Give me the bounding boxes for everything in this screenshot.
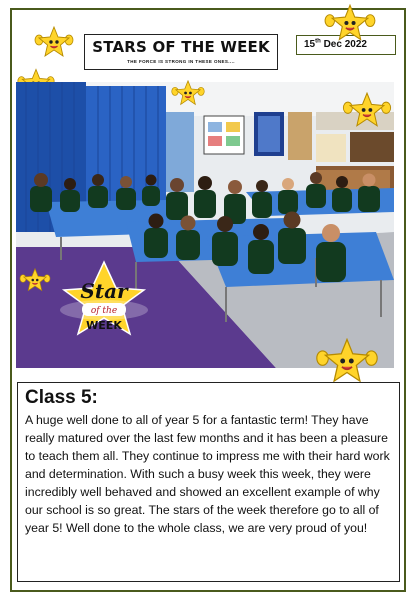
classroom-photo	[16, 82, 394, 368]
date-day: 15	[304, 39, 316, 50]
article-heading: Class 5:	[25, 387, 98, 408]
article-box	[17, 382, 400, 582]
star-mascot-icon	[32, 26, 76, 58]
star-mascot-icon	[18, 268, 52, 292]
star-mascot-icon	[314, 338, 380, 384]
badge-line-3: WEEK	[86, 319, 122, 332]
badge-line-2: of the	[90, 306, 118, 316]
date-suffix: th	[315, 38, 321, 45]
page-subtitle: THE FORCE IS STRONG IN THESE ONES....	[127, 59, 235, 64]
star-mascot-icon	[342, 92, 392, 128]
article-body: A huge well done to all of year 5 for a fantastic term! They have really matured over the last few months and it has been a pleasure to teach them all. They continue to impress me with their hard work and determination. With such a busy week this week, they were incredibly well behaved and showed an excellent example of why our school is so great. The stars of the week therefore go to all of year 5! Well done to the whole class, we are very proud of you!	[25, 413, 390, 535]
page-title: STARS OF THE WEEK	[92, 38, 270, 56]
date-rest: Dec 2022	[320, 39, 367, 50]
badge-line-1: Star	[80, 279, 128, 303]
star-mascot-icon	[170, 80, 206, 106]
star-mascot-icon	[318, 4, 382, 42]
title-banner	[84, 34, 278, 70]
